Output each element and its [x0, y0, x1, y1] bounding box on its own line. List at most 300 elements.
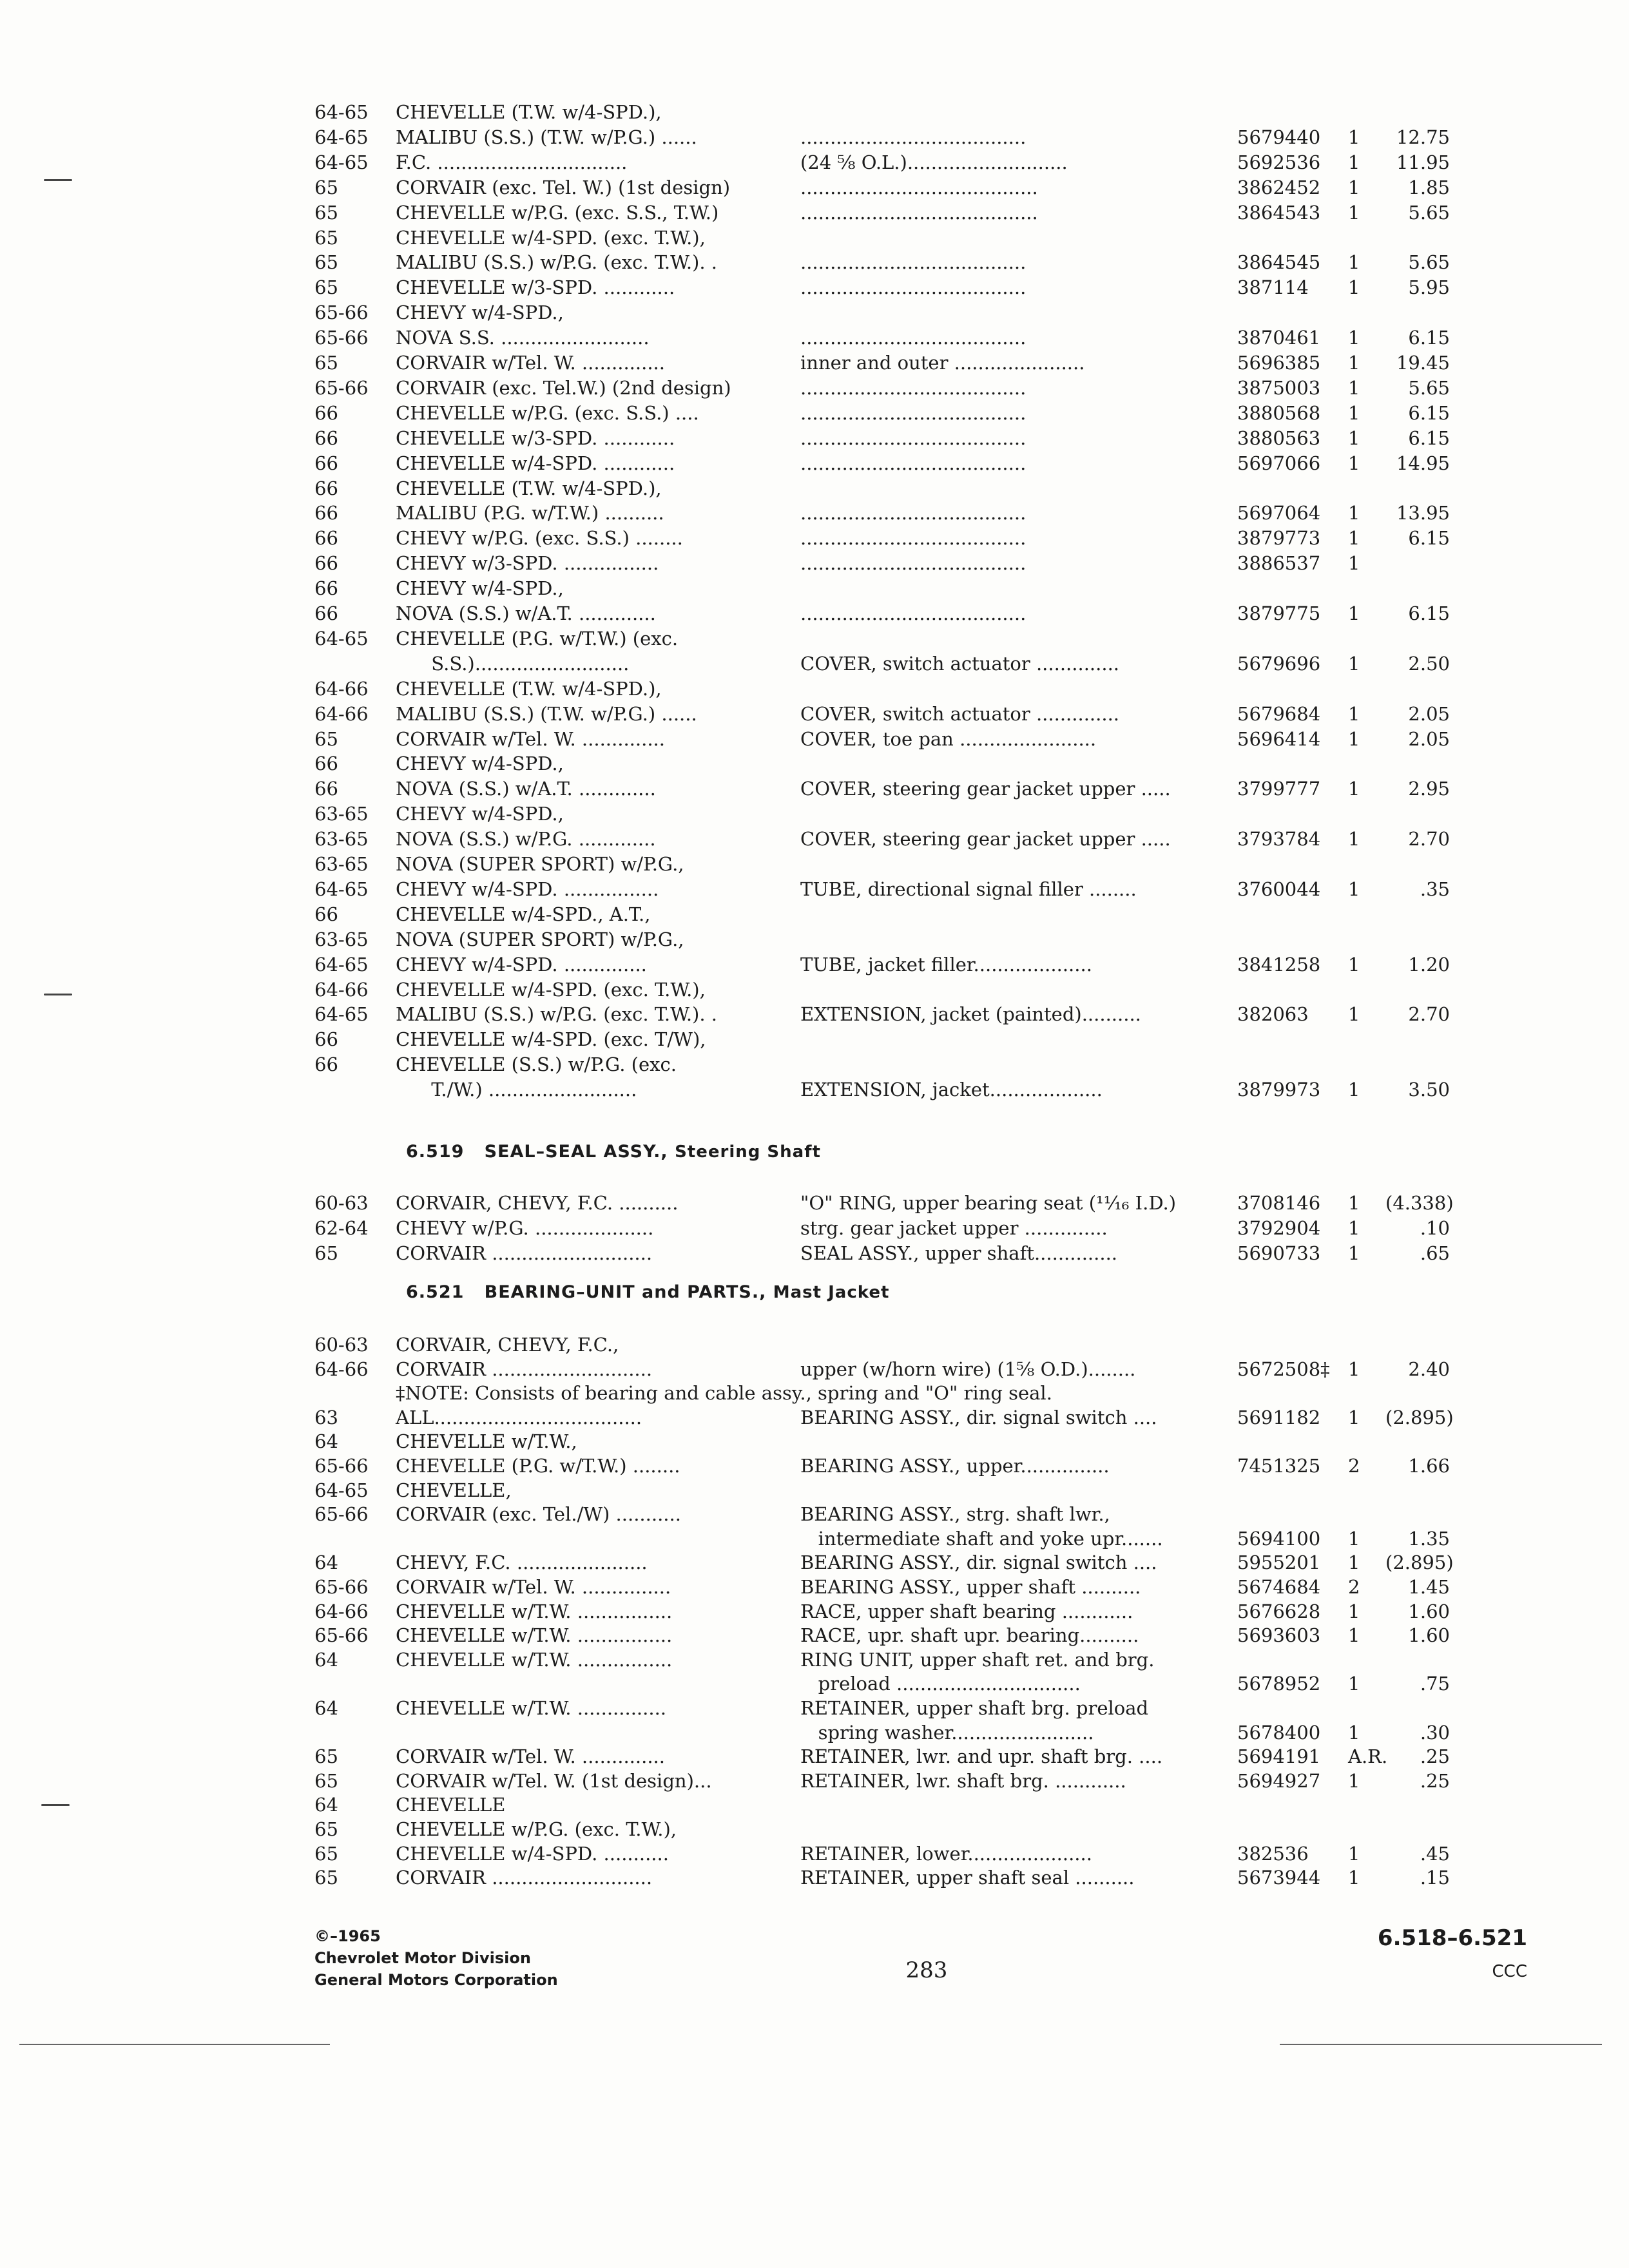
cell-price: 2.05 — [1408, 703, 1450, 725]
table-row — [0, 526, 1629, 550]
cell-price: 6.15 — [1408, 602, 1450, 624]
cell-price: (4.338) — [1385, 1192, 1454, 1214]
cell-year: 66 — [314, 477, 338, 499]
table-row — [0, 1575, 1629, 1599]
cell-price: 11.95 — [1396, 151, 1450, 173]
cell-year: 66 — [314, 778, 338, 800]
table-row — [0, 952, 1629, 977]
cell-qty: 1 — [1348, 177, 1360, 198]
cell-desc: upper (w/horn wire) (1⅝ O.D.)........ — [800, 1358, 1136, 1380]
cell-year: 66 — [314, 402, 338, 424]
cell-desc: BEARING ASSY., dir. signal switch .... — [800, 1552, 1157, 1573]
cell-part: 5955201 — [1237, 1552, 1321, 1573]
cell-part: 3864543 — [1237, 202, 1321, 224]
cell-qty: A.R. — [1348, 1745, 1388, 1767]
cell-price: .75 — [1420, 1673, 1450, 1695]
cell-year: 65 — [314, 352, 338, 374]
table-row — [0, 1671, 1629, 1696]
cell-year: 65 — [314, 1770, 338, 1792]
cell-desc: RING UNIT, upper shaft ret. and brg. — [800, 1649, 1155, 1671]
cell-qty: 1 — [1348, 602, 1360, 624]
cell-model: CORVAIR ........................... — [396, 1867, 653, 1888]
table-row — [0, 802, 1629, 826]
cell-model: CHEVELLE (P.G. w/T.W.) ........ — [396, 1455, 680, 1477]
cell-year: 65 — [314, 1818, 338, 1840]
cell-model: CHEVELLE w/4-SPD. (exc. T/W), — [396, 1028, 706, 1050]
cell-desc: intermediate shaft and yoke upr....... — [800, 1528, 1163, 1550]
cell-year: 66 — [314, 1028, 338, 1050]
cell-year: 63-65 — [314, 803, 369, 825]
cell-model: CHEVY w/4-SPD., — [396, 577, 564, 599]
cell-year: 66 — [314, 1053, 338, 1075]
cell-model: NOVA (S.S.) w/A.T. ............. — [396, 602, 656, 624]
cell-part: 5694191 — [1237, 1745, 1321, 1767]
table-row — [0, 1077, 1629, 1102]
cell-desc: RETAINER, lwr. shaft brg. ............ — [800, 1770, 1126, 1792]
cell-price: .10 — [1420, 1217, 1450, 1239]
cell-desc: ...................................... — [800, 602, 1027, 624]
table-row — [0, 776, 1629, 801]
table-row — [0, 977, 1629, 1002]
cell-model: CHEVELLE (S.S.) w/P.G. (exc. — [396, 1053, 677, 1075]
cell-model: NOVA (S.S.) w/A.T. ............. — [396, 778, 656, 800]
cell-part: 3880563 — [1237, 427, 1321, 449]
hole-punch-mark — [44, 994, 72, 995]
cell-desc: "O" RING, upper bearing seat (¹¹⁄₁₆ I.D.) — [800, 1192, 1177, 1214]
cell-year: 63-65 — [314, 853, 369, 875]
cell-price: .25 — [1420, 1770, 1450, 1792]
cell-qty: 1 — [1348, 502, 1360, 524]
cell-price: .45 — [1420, 1843, 1450, 1865]
cell-desc: ...................................... — [800, 276, 1027, 298]
table-row — [0, 1357, 1629, 1381]
catalog-code: CCC — [1492, 1962, 1527, 1981]
section-heading-6-521 — [406, 1280, 889, 1305]
cell-year: 65 — [314, 177, 338, 198]
cell-desc: RETAINER, upper shaft brg. preload — [800, 1697, 1149, 1719]
cell-model: CHEVELLE (T.W. w/4-SPD.), — [396, 477, 662, 499]
table-row — [0, 200, 1629, 225]
cell-desc: SEAL ASSY., upper shaft.............. — [800, 1242, 1118, 1264]
cell-part: 5693603 — [1237, 1624, 1321, 1646]
cell-model: CHEVY w/4-SPD., — [396, 302, 564, 323]
cell-model: MALIBU (S.S.) w/P.G. (exc. T.W.). . — [396, 1003, 718, 1025]
cell-price: 1.60 — [1408, 1600, 1450, 1622]
cell-desc: RACE, upper shaft bearing ............ — [800, 1600, 1133, 1622]
cell-part: 382063 — [1237, 1003, 1309, 1025]
cell-part: 5692536 — [1237, 151, 1321, 173]
table-row — [0, 852, 1629, 876]
cell-price: 3.50 — [1408, 1079, 1450, 1100]
cell-desc: ...................................... — [800, 452, 1027, 474]
cell-desc: EXTENSION, jacket................... — [800, 1079, 1103, 1100]
section-heading-6-519 — [406, 1139, 821, 1165]
table-row — [0, 1648, 1629, 1672]
cell-year: 65 — [314, 227, 338, 249]
cell-part: 3875003 — [1237, 377, 1321, 399]
cell-year: 63-65 — [314, 828, 369, 850]
cell-year: 66 — [314, 577, 338, 599]
cell-qty: 1 — [1348, 276, 1360, 298]
copyright: ©–1965 — [314, 1927, 381, 1945]
cell-part: 3862452 — [1237, 177, 1321, 198]
cell-desc: ...................................... — [800, 251, 1027, 273]
cell-year: 65 — [314, 1242, 338, 1264]
cell-price: 6.15 — [1408, 527, 1450, 549]
cell-desc: COVER, steering gear jacket upper ..... — [800, 778, 1171, 800]
cell-price: 1.20 — [1408, 954, 1450, 975]
cell-model: MALIBU (S.S.) w/P.G. (exc. T.W.). . — [396, 251, 718, 273]
cell-price: 5.65 — [1408, 202, 1450, 224]
cell-price: (2.895) — [1385, 1407, 1454, 1428]
cell-desc: ...................................... — [800, 552, 1027, 574]
hole-punch-mark — [44, 179, 72, 181]
cell-part: 5694927 — [1237, 1770, 1321, 1792]
cell-year: 66 — [314, 602, 338, 624]
cell-model: CHEVELLE w/T.W., — [396, 1430, 577, 1452]
cell-part: 3879775 — [1237, 602, 1321, 624]
cell-year: 64-65 — [314, 878, 369, 900]
cell-model: CHEVELLE (P.G. w/T.W.) (exc. — [396, 628, 679, 649]
cell-model: CHEVELLE w/T.W. ............... — [396, 1697, 667, 1719]
cell-year: 60-63 — [314, 1192, 369, 1214]
table-row — [0, 501, 1629, 525]
cell-year: 64-66 — [314, 703, 369, 725]
hole-punch-mark — [41, 1804, 70, 1806]
table-row — [0, 275, 1629, 300]
table-row — [0, 175, 1629, 200]
cell-part: 5696385 — [1237, 352, 1321, 374]
cell-desc: ...................................... — [800, 126, 1027, 148]
cell-year: 65-66 — [314, 377, 369, 399]
cell-year: 65-66 — [314, 1624, 369, 1646]
cell-desc: COVER, switch actuator .............. — [800, 703, 1120, 725]
cell-qty: 1 — [1348, 151, 1360, 173]
cell-desc: EXTENSION, jacket (painted).......... — [800, 1003, 1141, 1025]
cell-year: 65 — [314, 728, 338, 750]
section-title: SEAL–SEAL ASSY., — [484, 1142, 668, 1162]
cell-qty: 1 — [1348, 427, 1360, 449]
cell-part: 5679684 — [1237, 703, 1321, 725]
cell-desc: COVER, steering gear jacket upper ..... — [800, 828, 1171, 850]
cell-qty: 1 — [1348, 1079, 1360, 1100]
cell-desc: COVER, switch actuator .............. — [800, 653, 1120, 675]
cell-qty: 1 — [1348, 1242, 1360, 1264]
cell-model: CHEVELLE w/T.W. ................ — [396, 1649, 673, 1671]
cell-price: 12.75 — [1396, 126, 1450, 148]
cell-year: 65 — [314, 202, 338, 224]
table-row — [0, 626, 1629, 651]
cell-model: CHEVY w/P.G. .................... — [396, 1217, 654, 1239]
cell-desc: ...................................... — [800, 502, 1027, 524]
cell-year: 65 — [314, 1745, 338, 1767]
cell-model: CORVAIR, CHEVY, F.C., — [396, 1334, 619, 1356]
cell-year: 66 — [314, 427, 338, 449]
cell-qty: 1 — [1348, 1192, 1360, 1214]
cell-price: 14.95 — [1396, 452, 1450, 474]
cell-year: 64-65 — [314, 628, 369, 649]
cell-model: CORVAIR ........................... — [396, 1242, 653, 1264]
cell-part: 5679696 — [1237, 653, 1321, 675]
cell-model: T./W.) ......................... — [396, 1079, 637, 1100]
cell-year: 64-66 — [314, 979, 369, 1001]
table-row — [0, 226, 1629, 250]
table-row — [0, 877, 1629, 901]
cell-price: 2.40 — [1408, 1358, 1450, 1380]
cell-model: CHEVY w/P.G. (exc. S.S.) ........ — [396, 527, 683, 549]
cell-price: 6.15 — [1408, 427, 1450, 449]
table-row — [0, 426, 1629, 450]
cell-qty: 1 — [1348, 828, 1360, 850]
cell-part: 3792904 — [1237, 1217, 1321, 1239]
cell-model: S.S.).......................... — [396, 653, 630, 675]
cell-part: 5678952 — [1237, 1673, 1321, 1695]
cell-price: .15 — [1420, 1867, 1450, 1888]
table-row — [0, 250, 1629, 274]
cell-price: .65 — [1420, 1242, 1450, 1264]
table-row — [0, 1332, 1629, 1357]
table-row — [0, 902, 1629, 927]
cell-year: 66 — [314, 552, 338, 574]
cell-part: 5697066 — [1237, 452, 1321, 474]
cell-qty: 1 — [1348, 552, 1360, 574]
table-row — [0, 300, 1629, 325]
cell-part: 5672508‡ — [1237, 1358, 1330, 1380]
cell-model: CORVAIR w/Tel. W. .............. — [396, 728, 665, 750]
cell-part: 3841258 — [1237, 954, 1321, 975]
table-row — [0, 1550, 1629, 1575]
cell-qty: 2 — [1348, 1576, 1360, 1598]
cell-model: CORVAIR w/Tel. W. ............... — [396, 1576, 671, 1598]
cell-year: 64 — [314, 1430, 338, 1452]
table-row — [0, 601, 1629, 626]
cell-desc: inner and outer ...................... — [800, 352, 1085, 374]
cell-qty: 1 — [1348, 1528, 1360, 1550]
cell-model: CHEVY w/3-SPD. ................ — [396, 552, 659, 574]
cell-desc: strg. gear jacket upper .............. — [800, 1217, 1108, 1239]
table-row — [0, 651, 1629, 676]
cell-model: CORVAIR w/Tel. W. .............. — [396, 1745, 665, 1767]
table-row — [0, 827, 1629, 851]
table-row — [0, 351, 1629, 375]
cell-desc: RETAINER, lwr. and upr. shaft brg. .... — [800, 1745, 1163, 1767]
cell-desc: spring washer........................ — [800, 1722, 1094, 1744]
cell-price: 2.05 — [1408, 728, 1450, 750]
cell-qty: 1 — [1348, 1217, 1360, 1239]
cell-desc: RACE, upr. shaft upr. bearing.......... — [800, 1624, 1139, 1646]
table-row — [0, 476, 1629, 501]
table-row — [0, 1381, 1629, 1405]
cell-year: 65 — [314, 1843, 338, 1865]
cell-year: 65 — [314, 251, 338, 273]
cell-model: CHEVY w/4-SPD. ................ — [396, 878, 659, 900]
cell-year: 65-66 — [314, 1455, 369, 1477]
cell-price: 5.65 — [1408, 251, 1450, 273]
cell-model: CHEVY w/4-SPD., — [396, 753, 564, 774]
cell-part: 7451325 — [1237, 1455, 1321, 1477]
cell-part: 5690733 — [1237, 1242, 1321, 1264]
cell-price: 19.45 — [1396, 352, 1450, 374]
table-row — [0, 1865, 1629, 1890]
cell-price: 5.95 — [1408, 276, 1450, 298]
cell-price: .30 — [1420, 1722, 1450, 1744]
cell-qty: 1 — [1348, 352, 1360, 374]
cell-year: 62-64 — [314, 1217, 369, 1239]
table-row — [0, 1744, 1629, 1769]
table-row — [0, 677, 1629, 701]
cell-qty: 1 — [1348, 1407, 1360, 1428]
table-row — [0, 576, 1629, 601]
table-row — [0, 1405, 1629, 1430]
table-row — [0, 702, 1629, 726]
cell-model: CORVAIR (exc. Tel./W) ........... — [396, 1503, 681, 1525]
cell-qty: 1 — [1348, 1358, 1360, 1380]
cell-part: 3708146 — [1237, 1192, 1321, 1214]
cell-price: 1.66 — [1408, 1455, 1450, 1477]
table-row — [0, 1526, 1629, 1551]
cell-part: 3760044 — [1237, 878, 1321, 900]
cell-year: 66 — [314, 502, 338, 524]
cell-model: CHEVELLE w/3-SPD. ............ — [396, 276, 675, 298]
cell-desc: BEARING ASSY., dir. signal switch .... — [800, 1407, 1157, 1428]
cell-desc: ........................................ — [800, 202, 1038, 224]
cell-model: CORVAIR (exc. Tel.W.) (2nd design) — [396, 377, 731, 399]
cell-model: NOVA S.S. ......................... — [396, 327, 650, 349]
cell-desc: RETAINER, lower..................... — [800, 1843, 1092, 1865]
section-title: BEARING–UNIT and PARTS., — [484, 1282, 767, 1302]
table-row — [0, 325, 1629, 350]
cell-qty: 1 — [1348, 1867, 1360, 1888]
cell-desc: (24 ⅝ O.L.)........................... — [800, 151, 1068, 173]
section-subtitle: Steering Shaft — [675, 1142, 821, 1162]
cell-model: CHEVELLE w/P.G. (exc. S.S., T.W.) — [396, 202, 719, 224]
cell-desc: BEARING ASSY., strg. shaft lwr., — [800, 1503, 1110, 1525]
cell-model: CHEVELLE w/4-SPD. (exc. T.W.), — [396, 227, 706, 249]
cell-year: 65-66 — [314, 302, 369, 323]
cell-year: 63 — [314, 1407, 338, 1428]
cell-model: NOVA (SUPER SPORT) w/P.G., — [396, 853, 684, 875]
cell-model: CORVAIR, CHEVY, F.C. .......... — [396, 1192, 679, 1214]
cell-desc: RETAINER, upper shaft seal .......... — [800, 1867, 1135, 1888]
bottom-rule-left — [19, 2044, 330, 2045]
cell-year: 64-66 — [314, 1600, 369, 1622]
table-row — [0, 1841, 1629, 1866]
cell-desc: TUBE, jacket filler.................... — [800, 954, 1092, 975]
cell-qty: 1 — [1348, 728, 1360, 750]
cell-model: MALIBU (P.G. w/T.W.) .......... — [396, 502, 664, 524]
cell-part: 5673944 — [1237, 1867, 1321, 1888]
table-row — [0, 1027, 1629, 1052]
table-row — [0, 927, 1629, 952]
table-row — [0, 1429, 1629, 1454]
table-row — [0, 1454, 1629, 1478]
cell-model: CHEVELLE (T.W. w/4-SPD.), — [396, 101, 662, 123]
cell-model: CHEVELLE w/4-SPD. ............ — [396, 452, 675, 474]
footer-publisher — [314, 1925, 701, 1991]
cell-qty: 1 — [1348, 1722, 1360, 1744]
cell-year: 64-65 — [314, 126, 369, 148]
cell-price: 1.35 — [1408, 1528, 1450, 1550]
page-number: 283 — [905, 1957, 948, 1983]
cell-price: 13.95 — [1396, 502, 1450, 524]
cell-part: 3880568 — [1237, 402, 1321, 424]
cell-desc: BEARING ASSY., upper shaft .......... — [800, 1576, 1141, 1598]
cell-desc: preload ............................... — [800, 1673, 1081, 1695]
cell-model: CHEVELLE w/T.W. ................ — [396, 1624, 673, 1646]
cell-part: 3879773 — [1237, 527, 1321, 549]
table-row — [0, 125, 1629, 149]
cell-model: CHEVELLE (T.W. w/4-SPD.), — [396, 678, 662, 700]
cell-year: 64 — [314, 1794, 338, 1816]
cell-year: 64-66 — [314, 1358, 369, 1380]
cell-year: 66 — [314, 903, 338, 925]
cell-qty: 1 — [1348, 202, 1360, 224]
cell-model: CHEVELLE w/P.G. (exc. S.S.) .... — [396, 402, 699, 424]
cell-year: 65-66 — [314, 1576, 369, 1598]
cell-qty: 1 — [1348, 1600, 1360, 1622]
cell-qty: 1 — [1348, 1843, 1360, 1865]
table-row — [0, 1052, 1629, 1077]
cell-qty: 1 — [1348, 778, 1360, 800]
cell-part: 5691182 — [1237, 1407, 1321, 1428]
cell-qty: 1 — [1348, 377, 1360, 399]
cell-year: 64-66 — [314, 678, 369, 700]
table-row — [0, 1769, 1629, 1793]
cell-model: MALIBU (S.S.) (T.W. w/P.G.) ...... — [396, 703, 697, 725]
cell-model: CHEVELLE w/P.G. (exc. T.W.), — [396, 1818, 677, 1840]
cell-desc: ...................................... — [800, 527, 1027, 549]
cell-model: CORVAIR ........................... — [396, 1358, 653, 1380]
cell-part: 5694100 — [1237, 1528, 1321, 1550]
cell-model: CHEVY w/4-SPD. .............. — [396, 954, 647, 975]
cell-year: 64 — [314, 1697, 338, 1719]
cell-part: 3793784 — [1237, 828, 1321, 850]
cell-model: ALL................................... — [396, 1407, 642, 1428]
cell-year: 64 — [314, 1649, 338, 1671]
table-row — [0, 1623, 1629, 1648]
cell-qty: 1 — [1348, 527, 1360, 549]
cell-year: 60-63 — [314, 1334, 369, 1356]
cell-desc: ...................................... — [800, 427, 1027, 449]
cell-year: 65-66 — [314, 1503, 369, 1525]
cell-price: 2.50 — [1408, 653, 1450, 675]
corporation-name: General Motors Corporation — [314, 1971, 558, 1989]
cell-part: 3799777 — [1237, 778, 1321, 800]
cell-qty: 1 — [1348, 1003, 1360, 1025]
cell-model: ‡NOTE: Consists of bearing and cable assy., spring and "O" ring seal. — [396, 1382, 1052, 1404]
cell-price: 5.65 — [1408, 377, 1450, 399]
cell-qty: 1 — [1348, 1624, 1360, 1646]
cell-part: 5697064 — [1237, 502, 1321, 524]
cell-price: 2.70 — [1408, 828, 1450, 850]
cell-part: 3879973 — [1237, 1079, 1321, 1100]
cell-desc: ...................................... — [800, 327, 1027, 349]
division-name: Chevrolet Motor Division — [314, 1949, 531, 1967]
cell-model: CHEVELLE w/4-SPD., A.T., — [396, 903, 651, 925]
table-row — [0, 727, 1629, 751]
table-row — [0, 1696, 1629, 1720]
cell-price: .25 — [1420, 1745, 1450, 1767]
cell-year: 65 — [314, 276, 338, 298]
cell-qty: 1 — [1348, 126, 1360, 148]
cell-model: F.C. ................................ — [396, 151, 628, 173]
cell-part: 5674684 — [1237, 1576, 1321, 1598]
cell-desc: ...................................... — [800, 402, 1027, 424]
cell-part: 5696414 — [1237, 728, 1321, 750]
table-row — [0, 100, 1629, 124]
table-row — [0, 1241, 1629, 1265]
cell-price: 6.15 — [1408, 402, 1450, 424]
